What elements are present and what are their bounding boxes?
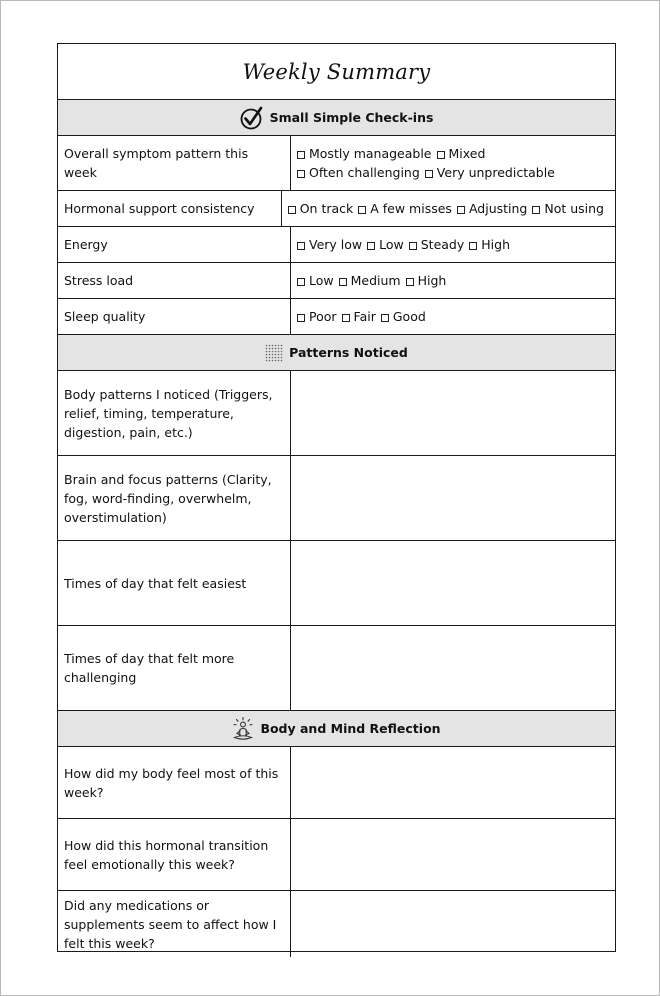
checkin-row <box>58 227 615 263</box>
reflection-prompt: How did my body feel most of this week? <box>58 747 291 818</box>
pattern-prompt: Brain and focus patterns (Clarity, fog, word-finding, overwhelm, overstimulation) <box>58 456 291 540</box>
reflection-prompt: Did any medications or supplements seem to affect how I felt this week? <box>58 891 291 957</box>
reflection-answer-area[interactable] <box>291 747 615 818</box>
section-header-checkins <box>58 100 615 136</box>
reflection-answer-area[interactable] <box>291 891 615 957</box>
option-checkbox[interactable]: A few misses <box>358 199 452 218</box>
pattern-row <box>58 626 615 711</box>
reflection-row <box>58 747 615 819</box>
option-checkbox[interactable]: Good <box>381 307 426 326</box>
pattern-row <box>58 371 615 456</box>
section-header-reflection <box>58 711 615 747</box>
checkin-options <box>291 136 615 190</box>
checkmark-circle-icon <box>240 106 264 130</box>
reflection-row <box>58 819 615 891</box>
checkin-row <box>58 263 615 299</box>
option-checkbox[interactable]: Very unpredictable <box>425 163 555 182</box>
pattern-answer-area[interactable] <box>291 371 615 455</box>
checkin-options <box>282 191 615 226</box>
section-header-patterns <box>58 335 615 371</box>
checkin-row <box>58 136 615 191</box>
option-checkbox[interactable]: Steady <box>409 235 465 254</box>
option-checkbox[interactable]: Poor <box>297 307 337 326</box>
checkin-prompt: Energy <box>58 227 291 262</box>
pattern-row <box>58 456 615 541</box>
pattern-prompt: Times of day that felt easiest <box>58 541 291 625</box>
checkin-options <box>291 227 615 262</box>
option-checkbox[interactable]: Very low <box>297 235 362 254</box>
title-row <box>58 44 615 100</box>
pattern-answer-area[interactable] <box>291 541 615 625</box>
option-checkbox[interactable]: Medium <box>339 271 401 290</box>
checkin-prompt: Sleep quality <box>58 299 291 334</box>
option-checkbox[interactable]: High <box>469 235 510 254</box>
option-checkbox[interactable]: Fair <box>342 307 376 326</box>
pattern-answer-area[interactable] <box>291 456 615 540</box>
checkin-prompt: Overall symptom pattern this week <box>58 136 291 190</box>
reflection-prompt: How did this hormonal transition feel emotionally this week? <box>58 819 291 890</box>
checkin-options <box>291 299 615 334</box>
pattern-prompt: Body patterns I noticed (Triggers, relief, timing, temperature, digestion, pain, etc.) <box>58 371 291 455</box>
option-checkbox[interactable]: Not using <box>532 199 604 218</box>
option-checkbox[interactable]: High <box>406 271 447 290</box>
section-label: Patterns Noticed <box>289 345 408 360</box>
weekly-summary-sheet <box>57 43 616 952</box>
checkin-prompt: Hormonal support consistency <box>58 191 282 226</box>
checkin-row <box>58 299 615 335</box>
option-checkbox[interactable]: Low <box>297 271 334 290</box>
pattern-answer-area[interactable] <box>291 626 615 710</box>
option-checkbox[interactable]: Often challenging <box>297 163 420 182</box>
meditation-icon <box>232 717 254 741</box>
option-checkbox[interactable]: Mostly manageable <box>297 144 432 163</box>
section-label: Small Simple Check-ins <box>269 110 434 125</box>
option-checkbox[interactable]: Adjusting <box>457 199 527 218</box>
reflection-row <box>58 891 615 957</box>
checkin-options <box>291 263 615 298</box>
reflection-answer-area[interactable] <box>291 819 615 890</box>
option-checkbox[interactable]: Mixed <box>437 144 486 163</box>
checkin-prompt: Stress load <box>58 263 291 298</box>
pattern-row <box>58 541 615 626</box>
option-checkbox[interactable]: On track <box>288 199 354 218</box>
option-checkbox[interactable]: Low <box>367 235 404 254</box>
section-label: Body and Mind Reflection <box>260 721 441 736</box>
dot-grid-icon <box>265 344 283 362</box>
checkin-row <box>58 191 615 227</box>
pattern-prompt: Times of day that felt more challenging <box>58 626 291 710</box>
page-title: Weekly Summary <box>242 59 431 84</box>
